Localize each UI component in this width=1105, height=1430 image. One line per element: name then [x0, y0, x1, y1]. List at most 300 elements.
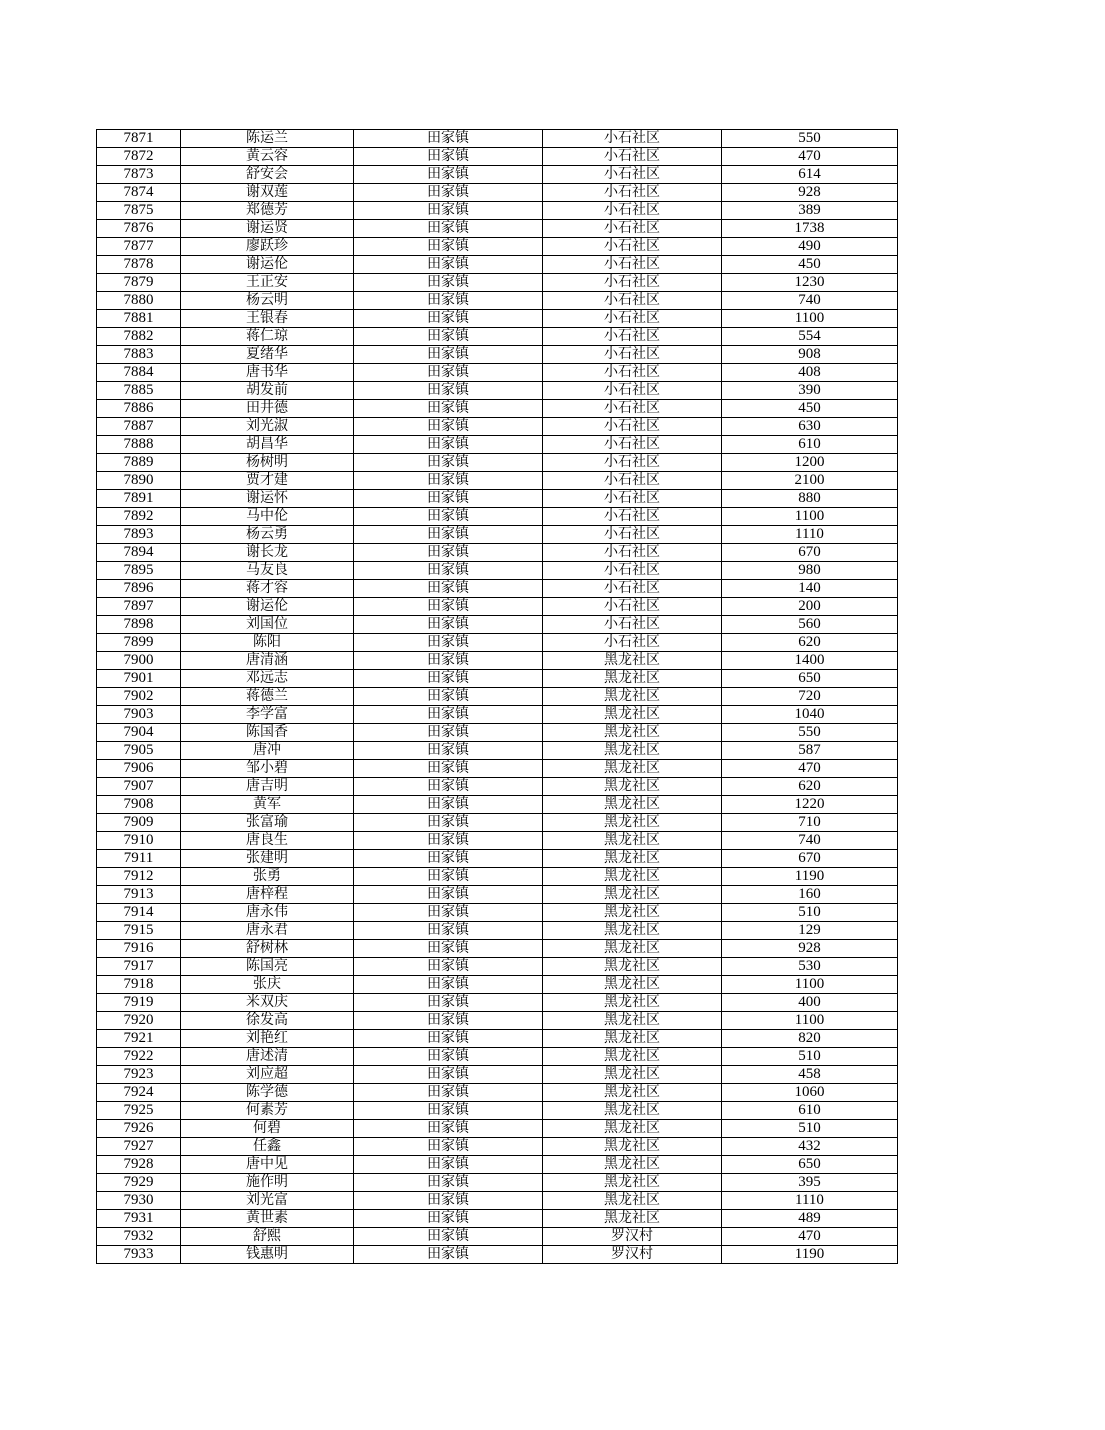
- table-row: [97, 454, 898, 472]
- amount-cell: 614: [722, 166, 898, 184]
- table-row: [97, 706, 898, 724]
- name-cell: 张庆: [181, 976, 354, 994]
- table-row: [97, 1030, 898, 1048]
- serial-number-cell: 7874: [97, 184, 181, 202]
- serial-number-cell: 7903: [97, 706, 181, 724]
- community-cell: 小石社区: [543, 634, 722, 652]
- community-cell: 小石社区: [543, 202, 722, 220]
- name-cell: 杨树明: [181, 454, 354, 472]
- table-row: [97, 868, 898, 886]
- table-row: [97, 382, 898, 400]
- town-cell: 田家镇: [354, 598, 543, 616]
- name-cell: 唐中见: [181, 1156, 354, 1174]
- amount-cell: 587: [722, 742, 898, 760]
- serial-number-cell: 7900: [97, 652, 181, 670]
- serial-number-cell: 7919: [97, 994, 181, 1012]
- community-cell: 黑龙社区: [543, 742, 722, 760]
- name-cell: 蒋才容: [181, 580, 354, 598]
- amount-cell: 160: [722, 886, 898, 904]
- table-row: [97, 1102, 898, 1120]
- name-cell: 胡发前: [181, 382, 354, 400]
- town-cell: 田家镇: [354, 1174, 543, 1192]
- serial-number-cell: 7906: [97, 760, 181, 778]
- name-cell: 何碧: [181, 1120, 354, 1138]
- serial-number-cell: 7914: [97, 904, 181, 922]
- name-cell: 何素芳: [181, 1102, 354, 1120]
- serial-number-cell: 7909: [97, 814, 181, 832]
- serial-number-cell: 7880: [97, 292, 181, 310]
- community-cell: 小石社区: [543, 616, 722, 634]
- amount-cell: 928: [722, 940, 898, 958]
- town-cell: 田家镇: [354, 1138, 543, 1156]
- name-cell: 马中伦: [181, 508, 354, 526]
- table-row: [97, 328, 898, 346]
- town-cell: 田家镇: [354, 1084, 543, 1102]
- name-cell: 夏绪华: [181, 346, 354, 364]
- amount-cell: 389: [722, 202, 898, 220]
- name-cell: 邹小碧: [181, 760, 354, 778]
- amount-cell: 1220: [722, 796, 898, 814]
- name-cell: 谢运伦: [181, 256, 354, 274]
- table-row: [97, 544, 898, 562]
- serial-number-cell: 7928: [97, 1156, 181, 1174]
- name-cell: 唐述清: [181, 1048, 354, 1066]
- serial-number-cell: 7920: [97, 1012, 181, 1030]
- community-cell: 小石社区: [543, 364, 722, 382]
- serial-number-cell: 7879: [97, 274, 181, 292]
- amount-cell: 408: [722, 364, 898, 382]
- name-cell: 陈运兰: [181, 130, 354, 148]
- community-cell: 黑龙社区: [543, 1012, 722, 1030]
- amount-cell: 620: [722, 778, 898, 796]
- serial-number-cell: 7873: [97, 166, 181, 184]
- name-cell: 刘艳红: [181, 1030, 354, 1048]
- amount-cell: 458: [722, 1066, 898, 1084]
- table-row: [97, 1066, 898, 1084]
- table-row: [97, 814, 898, 832]
- serial-number-cell: 7893: [97, 526, 181, 544]
- name-cell: 张富瑜: [181, 814, 354, 832]
- town-cell: 田家镇: [354, 760, 543, 778]
- community-cell: 小石社区: [543, 256, 722, 274]
- town-cell: 田家镇: [354, 436, 543, 454]
- name-cell: 陈阳: [181, 634, 354, 652]
- serial-number-cell: 7875: [97, 202, 181, 220]
- town-cell: 田家镇: [354, 184, 543, 202]
- town-cell: 田家镇: [354, 220, 543, 238]
- community-cell: 黑龙社区: [543, 1066, 722, 1084]
- serial-number-cell: 7912: [97, 868, 181, 886]
- town-cell: 田家镇: [354, 994, 543, 1012]
- name-cell: 唐清涵: [181, 652, 354, 670]
- town-cell: 田家镇: [354, 922, 543, 940]
- serial-number-cell: 7884: [97, 364, 181, 382]
- amount-cell: 610: [722, 436, 898, 454]
- serial-number-cell: 7901: [97, 670, 181, 688]
- amount-cell: 820: [722, 1030, 898, 1048]
- community-cell: 小石社区: [543, 148, 722, 166]
- amount-cell: 710: [722, 814, 898, 832]
- amount-cell: 560: [722, 616, 898, 634]
- community-cell: 小石社区: [543, 598, 722, 616]
- serial-number-cell: 7922: [97, 1048, 181, 1066]
- amount-cell: 650: [722, 670, 898, 688]
- name-cell: 蒋仁琼: [181, 328, 354, 346]
- amount-cell: 1190: [722, 868, 898, 886]
- amount-cell: 1060: [722, 1084, 898, 1102]
- town-cell: 田家镇: [354, 868, 543, 886]
- serial-number-cell: 7915: [97, 922, 181, 940]
- community-cell: 黑龙社区: [543, 976, 722, 994]
- town-cell: 田家镇: [354, 796, 543, 814]
- town-cell: 田家镇: [354, 778, 543, 796]
- town-cell: 田家镇: [354, 1192, 543, 1210]
- town-cell: 田家镇: [354, 328, 543, 346]
- community-cell: 罗汉村: [543, 1246, 722, 1264]
- amount-cell: 610: [722, 1102, 898, 1120]
- serial-number-cell: 7933: [97, 1246, 181, 1264]
- amount-cell: 450: [722, 400, 898, 418]
- town-cell: 田家镇: [354, 130, 543, 148]
- table-row: [97, 166, 898, 184]
- amount-cell: 530: [722, 958, 898, 976]
- table-row: [97, 148, 898, 166]
- amount-cell: 470: [722, 148, 898, 166]
- town-cell: 田家镇: [354, 976, 543, 994]
- amount-cell: 510: [722, 1048, 898, 1066]
- town-cell: 田家镇: [354, 1246, 543, 1264]
- serial-number-cell: 7930: [97, 1192, 181, 1210]
- amount-cell: 1100: [722, 976, 898, 994]
- amount-cell: 1100: [722, 508, 898, 526]
- amount-cell: 620: [722, 634, 898, 652]
- table-row: [97, 202, 898, 220]
- community-cell: 黑龙社区: [543, 994, 722, 1012]
- serial-number-cell: 7876: [97, 220, 181, 238]
- serial-number-cell: 7877: [97, 238, 181, 256]
- name-cell: 陈学德: [181, 1084, 354, 1102]
- amount-cell: 510: [722, 904, 898, 922]
- town-cell: 田家镇: [354, 742, 543, 760]
- town-cell: 田家镇: [354, 364, 543, 382]
- table-row: [97, 1246, 898, 1264]
- town-cell: 田家镇: [354, 274, 543, 292]
- name-cell: 谢运怀: [181, 490, 354, 508]
- town-cell: 田家镇: [354, 670, 543, 688]
- serial-number-cell: 7886: [97, 400, 181, 418]
- name-cell: 谢长龙: [181, 544, 354, 562]
- name-cell: 唐良生: [181, 832, 354, 850]
- town-cell: 田家镇: [354, 706, 543, 724]
- town-cell: 田家镇: [354, 1120, 543, 1138]
- serial-number-cell: 7890: [97, 472, 181, 490]
- community-cell: 黑龙社区: [543, 1030, 722, 1048]
- amount-cell: 450: [722, 256, 898, 274]
- town-cell: 田家镇: [354, 1156, 543, 1174]
- community-cell: 黑龙社区: [543, 670, 722, 688]
- serial-number-cell: 7911: [97, 850, 181, 868]
- table-body: [97, 130, 898, 1264]
- community-cell: 小石社区: [543, 400, 722, 418]
- name-cell: 刘国位: [181, 616, 354, 634]
- town-cell: 田家镇: [354, 400, 543, 418]
- town-cell: 田家镇: [354, 1228, 543, 1246]
- serial-number-cell: 7902: [97, 688, 181, 706]
- community-cell: 小石社区: [543, 544, 722, 562]
- serial-number-cell: 7917: [97, 958, 181, 976]
- town-cell: 田家镇: [354, 616, 543, 634]
- town-cell: 田家镇: [354, 472, 543, 490]
- name-cell: 舒安会: [181, 166, 354, 184]
- community-cell: 黑龙社区: [543, 868, 722, 886]
- name-cell: 邓远志: [181, 670, 354, 688]
- name-cell: 唐梓程: [181, 886, 354, 904]
- community-cell: 黑龙社区: [543, 1192, 722, 1210]
- town-cell: 田家镇: [354, 454, 543, 472]
- table-row: [97, 436, 898, 454]
- name-cell: 施作明: [181, 1174, 354, 1192]
- serial-number-cell: 7907: [97, 778, 181, 796]
- town-cell: 田家镇: [354, 1048, 543, 1066]
- table-row: [97, 634, 898, 652]
- name-cell: 米双庆: [181, 994, 354, 1012]
- table-row: [97, 1138, 898, 1156]
- community-cell: 小石社区: [543, 382, 722, 400]
- table-row: [97, 1084, 898, 1102]
- community-cell: 黑龙社区: [543, 1156, 722, 1174]
- name-cell: 刘光淑: [181, 418, 354, 436]
- table-row: [97, 238, 898, 256]
- amount-cell: 1100: [722, 310, 898, 328]
- serial-number-cell: 7908: [97, 796, 181, 814]
- name-cell: 黄军: [181, 796, 354, 814]
- community-cell: 小石社区: [543, 130, 722, 148]
- amount-cell: 140: [722, 580, 898, 598]
- amount-cell: 980: [722, 562, 898, 580]
- town-cell: 田家镇: [354, 832, 543, 850]
- serial-number-cell: 7888: [97, 436, 181, 454]
- name-cell: 李学富: [181, 706, 354, 724]
- table-row: [97, 256, 898, 274]
- serial-number-cell: 7872: [97, 148, 181, 166]
- serial-number-cell: 7918: [97, 976, 181, 994]
- name-cell: 舒熙: [181, 1228, 354, 1246]
- amount-cell: 1738: [722, 220, 898, 238]
- amount-cell: 928: [722, 184, 898, 202]
- town-cell: 田家镇: [354, 166, 543, 184]
- amount-cell: 1100: [722, 1012, 898, 1030]
- serial-number-cell: 7932: [97, 1228, 181, 1246]
- name-cell: 张建明: [181, 850, 354, 868]
- town-cell: 田家镇: [354, 310, 543, 328]
- amount-cell: 395: [722, 1174, 898, 1192]
- amount-cell: 489: [722, 1210, 898, 1228]
- town-cell: 田家镇: [354, 382, 543, 400]
- table-row: [97, 670, 898, 688]
- table-row: [97, 292, 898, 310]
- serial-number-cell: 7897: [97, 598, 181, 616]
- amount-cell: 470: [722, 760, 898, 778]
- table-row: [97, 1210, 898, 1228]
- town-cell: 田家镇: [354, 346, 543, 364]
- table-row: [97, 832, 898, 850]
- table-row: [97, 958, 898, 976]
- community-cell: 黑龙社区: [543, 1102, 722, 1120]
- serial-number-cell: 7916: [97, 940, 181, 958]
- town-cell: 田家镇: [354, 544, 543, 562]
- name-cell: 谢运伦: [181, 598, 354, 616]
- amount-cell: 554: [722, 328, 898, 346]
- community-cell: 黑龙社区: [543, 904, 722, 922]
- name-cell: 唐书华: [181, 364, 354, 382]
- town-cell: 田家镇: [354, 958, 543, 976]
- amount-cell: 550: [722, 130, 898, 148]
- serial-number-cell: 7881: [97, 310, 181, 328]
- table-row: [97, 1192, 898, 1210]
- serial-number-cell: 7882: [97, 328, 181, 346]
- table-row: [97, 364, 898, 382]
- name-cell: 杨云勇: [181, 526, 354, 544]
- amount-cell: 1400: [722, 652, 898, 670]
- name-cell: 刘应超: [181, 1066, 354, 1084]
- amount-cell: 880: [722, 490, 898, 508]
- amount-cell: 1190: [722, 1246, 898, 1264]
- town-cell: 田家镇: [354, 580, 543, 598]
- table-row: [97, 796, 898, 814]
- amount-cell: 908: [722, 346, 898, 364]
- amount-cell: 550: [722, 724, 898, 742]
- serial-number-cell: 7889: [97, 454, 181, 472]
- community-cell: 黑龙社区: [543, 832, 722, 850]
- table-row: [97, 1174, 898, 1192]
- town-cell: 田家镇: [354, 940, 543, 958]
- table-row: [97, 598, 898, 616]
- table-row: [97, 1012, 898, 1030]
- name-cell: 任鑫: [181, 1138, 354, 1156]
- town-cell: 田家镇: [354, 904, 543, 922]
- table-row: [97, 508, 898, 526]
- name-cell: 黄世素: [181, 1210, 354, 1228]
- table-row: [97, 976, 898, 994]
- serial-number-cell: 7904: [97, 724, 181, 742]
- amount-cell: 740: [722, 292, 898, 310]
- table-row: [97, 1228, 898, 1246]
- table-row: [97, 580, 898, 598]
- table-row: [97, 562, 898, 580]
- serial-number-cell: 7892: [97, 508, 181, 526]
- town-cell: 田家镇: [354, 724, 543, 742]
- name-cell: 张勇: [181, 868, 354, 886]
- community-cell: 黑龙社区: [543, 652, 722, 670]
- name-cell: 杨云明: [181, 292, 354, 310]
- serial-number-cell: 7883: [97, 346, 181, 364]
- community-cell: 小石社区: [543, 346, 722, 364]
- table-row: [97, 688, 898, 706]
- amount-cell: 432: [722, 1138, 898, 1156]
- serial-number-cell: 7896: [97, 580, 181, 598]
- town-cell: 田家镇: [354, 1102, 543, 1120]
- table-row: [97, 418, 898, 436]
- town-cell: 田家镇: [354, 814, 543, 832]
- name-cell: 王银春: [181, 310, 354, 328]
- table-row: [97, 940, 898, 958]
- town-cell: 田家镇: [354, 238, 543, 256]
- town-cell: 田家镇: [354, 256, 543, 274]
- amount-cell: 510: [722, 1120, 898, 1138]
- name-cell: 黄云容: [181, 148, 354, 166]
- town-cell: 田家镇: [354, 850, 543, 868]
- table-row: [97, 886, 898, 904]
- community-cell: 小石社区: [543, 220, 722, 238]
- community-cell: 黑龙社区: [543, 1174, 722, 1192]
- amount-cell: 1230: [722, 274, 898, 292]
- community-cell: 黑龙社区: [543, 1084, 722, 1102]
- name-cell: 陈国亮: [181, 958, 354, 976]
- table-row: [97, 994, 898, 1012]
- community-cell: 黑龙社区: [543, 850, 722, 868]
- serial-number-cell: 7891: [97, 490, 181, 508]
- serial-number-cell: 7905: [97, 742, 181, 760]
- name-cell: 郑德芳: [181, 202, 354, 220]
- amount-cell: 670: [722, 544, 898, 562]
- name-cell: 唐吉明: [181, 778, 354, 796]
- name-cell: 胡昌华: [181, 436, 354, 454]
- table-row: [97, 526, 898, 544]
- community-cell: 小石社区: [543, 418, 722, 436]
- town-cell: 田家镇: [354, 418, 543, 436]
- community-cell: 黑龙社区: [543, 1210, 722, 1228]
- community-cell: 黑龙社区: [543, 1120, 722, 1138]
- serial-number-cell: 7899: [97, 634, 181, 652]
- name-cell: 唐永伟: [181, 904, 354, 922]
- town-cell: 田家镇: [354, 202, 543, 220]
- amount-cell: 650: [722, 1156, 898, 1174]
- serial-number-cell: 7924: [97, 1084, 181, 1102]
- town-cell: 田家镇: [354, 148, 543, 166]
- serial-number-cell: 7894: [97, 544, 181, 562]
- town-cell: 田家镇: [354, 1210, 543, 1228]
- name-cell: 谢双莲: [181, 184, 354, 202]
- community-cell: 黑龙社区: [543, 958, 722, 976]
- name-cell: 贾才建: [181, 472, 354, 490]
- amount-cell: 670: [722, 850, 898, 868]
- serial-number-cell: 7926: [97, 1120, 181, 1138]
- table-row: [97, 742, 898, 760]
- table-row: [97, 904, 898, 922]
- community-cell: 小石社区: [543, 436, 722, 454]
- serial-number-cell: 7925: [97, 1102, 181, 1120]
- community-cell: 小石社区: [543, 580, 722, 598]
- community-cell: 黑龙社区: [543, 778, 722, 796]
- community-cell: 小石社区: [543, 562, 722, 580]
- community-cell: 小石社区: [543, 166, 722, 184]
- amount-cell: 390: [722, 382, 898, 400]
- name-cell: 田井德: [181, 400, 354, 418]
- table-row: [97, 778, 898, 796]
- name-cell: 唐冲: [181, 742, 354, 760]
- data-table: [96, 129, 898, 1264]
- amount-cell: 470: [722, 1228, 898, 1246]
- serial-number-cell: 7885: [97, 382, 181, 400]
- serial-number-cell: 7923: [97, 1066, 181, 1084]
- amount-cell: 200: [722, 598, 898, 616]
- name-cell: 蒋德兰: [181, 688, 354, 706]
- name-cell: 钱惠明: [181, 1246, 354, 1264]
- town-cell: 田家镇: [354, 1030, 543, 1048]
- town-cell: 田家镇: [354, 688, 543, 706]
- table-row: [97, 310, 898, 328]
- name-cell: 徐发高: [181, 1012, 354, 1030]
